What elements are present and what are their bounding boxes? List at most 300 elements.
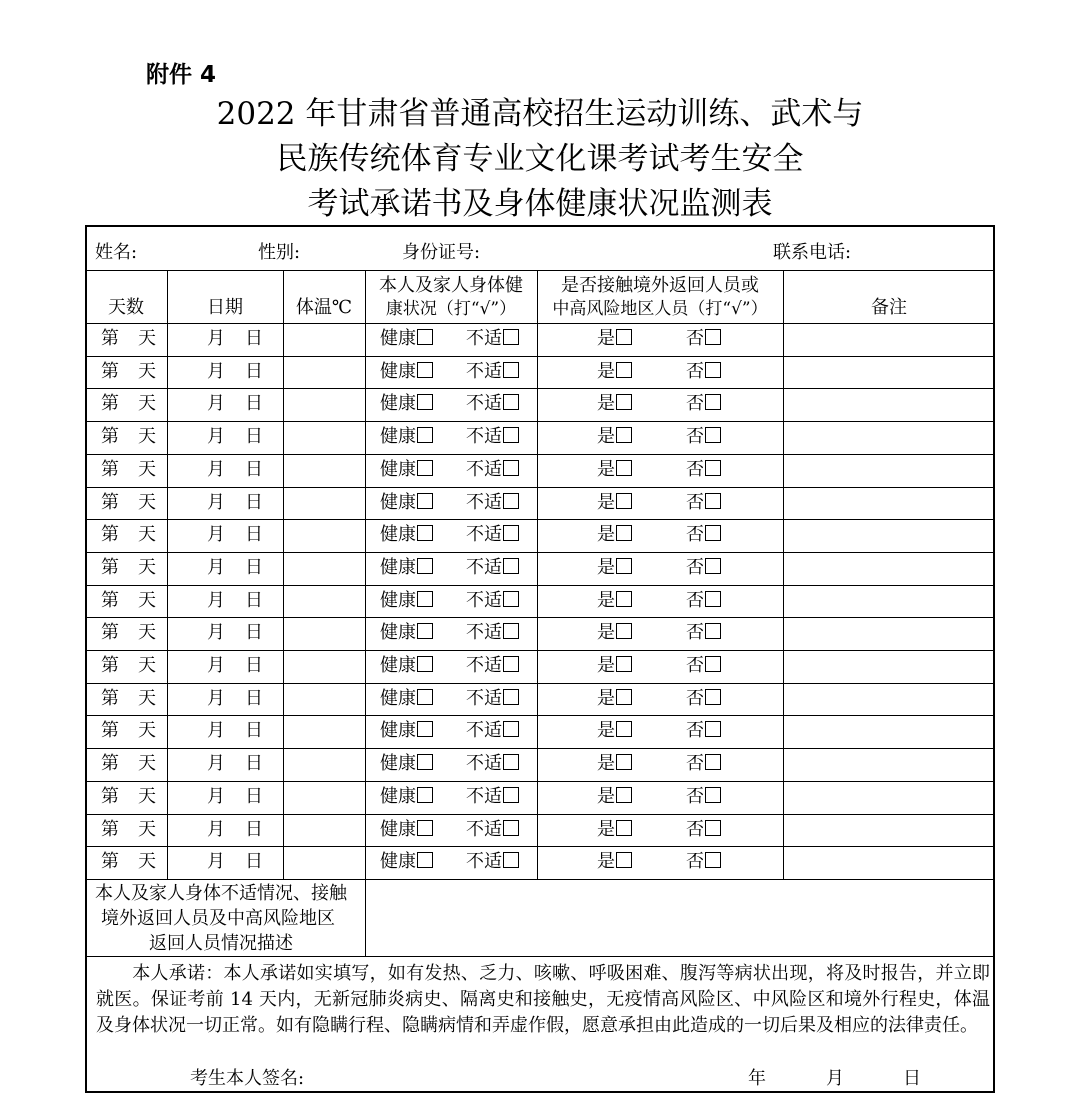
healthy-option[interactable] <box>380 852 433 872</box>
temperature-input[interactable] <box>284 815 364 845</box>
remark-input[interactable] <box>784 716 994 746</box>
table-row <box>85 683 995 716</box>
checkbox[interactable] <box>417 721 433 737</box>
day-label-text: 日 <box>245 393 263 415</box>
temperature-input[interactable] <box>284 782 364 812</box>
checkbox[interactable] <box>616 656 632 672</box>
no-option[interactable] <box>686 656 721 676</box>
checkbox[interactable] <box>417 852 433 868</box>
day-suffix-label <box>138 329 156 349</box>
healthy-option[interactable] <box>380 427 433 447</box>
no-option[interactable] <box>686 493 721 513</box>
checkbox[interactable] <box>705 820 721 836</box>
healthy-option[interactable] <box>380 754 433 774</box>
checkbox[interactable] <box>417 362 433 378</box>
day-label <box>245 656 263 676</box>
day-label <box>245 820 263 840</box>
day-suffix-label-text: 天 <box>138 328 156 349</box>
checkbox[interactable] <box>417 820 433 836</box>
yes-option[interactable] <box>597 493 632 513</box>
checkbox[interactable] <box>705 525 721 541</box>
temperature-input[interactable] <box>284 357 364 387</box>
title-line-1: 2022 年甘肃省普通高校招生运动训练、武术与 <box>216 96 864 132</box>
table-row <box>85 715 995 748</box>
healthy-option[interactable] <box>380 656 433 676</box>
temperature-input[interactable] <box>284 553 364 583</box>
yes-option[interactable] <box>597 820 632 840</box>
day-suffix-label <box>138 623 156 643</box>
checkbox[interactable] <box>503 852 519 868</box>
no-option[interactable] <box>686 787 721 807</box>
healthy-option[interactable] <box>380 721 433 741</box>
checkbox[interactable] <box>503 394 519 410</box>
day-prefix-label <box>101 721 119 741</box>
phone-field-label: 联系电话: <box>773 242 852 263</box>
month-label-text: 月 <box>207 655 225 677</box>
checkbox[interactable] <box>616 329 632 345</box>
day-prefix-label-text: 第 <box>101 818 119 840</box>
day-label-text: 日 <box>245 426 263 448</box>
day-prefix-label-text: 第 <box>101 556 119 578</box>
temperature-input[interactable] <box>284 455 364 485</box>
remark-input[interactable] <box>784 847 994 877</box>
month-label <box>207 852 225 872</box>
day-label <box>245 493 263 513</box>
yes-option[interactable] <box>597 721 632 741</box>
yes-option[interactable] <box>597 689 632 709</box>
checkbox[interactable] <box>705 689 721 705</box>
healthy-option[interactable] <box>380 460 433 480</box>
unwell-option-text: 不适 <box>466 851 502 873</box>
healthy-option[interactable] <box>380 329 433 349</box>
no-option-text: 否 <box>686 556 704 578</box>
yes-option[interactable] <box>597 787 632 807</box>
signature-label: 考生本人签名: <box>190 1068 305 1089</box>
healthy-option-text: 健康 <box>380 491 416 513</box>
no-option-text: 否 <box>686 785 704 807</box>
yes-option[interactable] <box>597 656 632 676</box>
yes-option-text: 是 <box>597 458 615 480</box>
checkbox[interactable] <box>705 852 721 868</box>
yes-option-text: 是 <box>597 851 615 873</box>
healthy-option-text: 健康 <box>380 851 416 873</box>
month-label-text: 月 <box>207 393 225 415</box>
checkbox[interactable] <box>503 787 519 803</box>
checkbox[interactable] <box>616 852 632 868</box>
healthy-option[interactable] <box>380 820 433 840</box>
id-number-field-label: 身份证号: <box>402 242 481 263</box>
remark-input[interactable] <box>784 782 994 812</box>
checkbox[interactable] <box>705 394 721 410</box>
day-prefix-label-text: 第 <box>101 851 119 873</box>
remark-input[interactable] <box>784 815 994 845</box>
checkbox[interactable] <box>616 623 632 639</box>
temperature-input[interactable] <box>284 749 364 779</box>
healthy-option-text: 健康 <box>380 720 416 742</box>
day-label <box>245 787 263 807</box>
checkbox[interactable] <box>705 558 721 574</box>
day-label <box>245 558 263 578</box>
no-option[interactable] <box>686 329 721 349</box>
unwell-option-text: 不适 <box>466 818 502 840</box>
yes-option[interactable] <box>597 558 632 578</box>
temperature-input[interactable] <box>284 716 364 746</box>
unwell-option-text: 不适 <box>466 622 502 644</box>
yes-option[interactable] <box>597 329 632 349</box>
day-prefix-label <box>101 591 119 611</box>
day-label-text: 日 <box>245 622 263 644</box>
checkbox[interactable] <box>705 427 721 443</box>
no-option-text: 否 <box>686 720 704 742</box>
remark-input[interactable] <box>784 651 994 681</box>
day-prefix-label-text: 第 <box>101 753 119 775</box>
checkbox[interactable] <box>503 591 519 607</box>
day-label-text: 日 <box>245 687 263 709</box>
checkbox[interactable] <box>705 721 721 737</box>
checkbox[interactable] <box>616 689 632 705</box>
day-suffix-label <box>138 820 156 840</box>
month-label <box>207 787 225 807</box>
checkbox[interactable] <box>616 427 632 443</box>
unwell-option[interactable] <box>466 558 519 578</box>
no-option-text: 否 <box>686 655 704 677</box>
yes-option-text: 是 <box>597 818 615 840</box>
no-option[interactable] <box>686 558 721 578</box>
no-option-text: 否 <box>686 622 704 644</box>
day-prefix-label <box>101 656 119 676</box>
unwell-option[interactable] <box>466 623 519 643</box>
no-option-text: 否 <box>686 687 704 709</box>
healthy-option-text: 健康 <box>380 589 416 611</box>
checkbox[interactable] <box>417 787 433 803</box>
unwell-option[interactable] <box>466 460 519 480</box>
day-suffix-label <box>138 721 156 741</box>
temperature-input[interactable] <box>284 847 364 877</box>
unwell-option-text: 不适 <box>466 655 502 677</box>
header-remark: 备注 <box>871 297 907 318</box>
temperature-input[interactable] <box>284 586 364 616</box>
checkbox[interactable] <box>417 460 433 476</box>
day-suffix-label-text: 天 <box>138 556 156 578</box>
day-label <box>245 525 263 545</box>
describe-input-area[interactable] <box>366 881 993 955</box>
checkbox[interactable] <box>705 329 721 345</box>
temperature-input[interactable] <box>284 389 364 419</box>
day-suffix-label-text: 天 <box>138 687 156 709</box>
checkbox[interactable] <box>417 394 433 410</box>
unwell-option[interactable] <box>466 427 519 447</box>
checkbox[interactable] <box>503 329 519 345</box>
remark-input[interactable] <box>784 455 994 485</box>
describe-label-line-1: 本人及家人身体不适情况、接触 <box>95 883 347 904</box>
day-label-text: 日 <box>245 328 263 349</box>
day-label <box>245 689 263 709</box>
yes-option[interactable] <box>597 852 632 872</box>
healthy-option-text: 健康 <box>380 818 416 840</box>
day-prefix-label <box>101 427 119 447</box>
healthy-option-text: 健康 <box>380 622 416 644</box>
unwell-option-text: 不适 <box>466 524 502 546</box>
remark-input[interactable] <box>784 422 994 452</box>
month-label-text: 月 <box>207 328 225 349</box>
gender-field-label: 性别: <box>258 242 301 263</box>
yes-option-text: 是 <box>597 328 615 349</box>
day-prefix-label-text: 第 <box>101 785 119 807</box>
month-label <box>207 721 225 741</box>
temperature-input[interactable] <box>284 520 364 550</box>
month-label-text: 月 <box>207 753 225 775</box>
describe-label-line-2: 境外返回人员及中高风险地区 <box>101 908 335 929</box>
healthy-option[interactable] <box>380 623 433 643</box>
day-label <box>245 362 263 382</box>
month-label <box>207 427 225 447</box>
month-label <box>207 329 225 349</box>
checkbox[interactable] <box>616 820 632 836</box>
unwell-option[interactable] <box>466 394 519 414</box>
checkbox[interactable] <box>417 754 433 770</box>
temperature-input[interactable] <box>284 618 364 648</box>
unwell-option[interactable] <box>466 852 519 872</box>
checkbox[interactable] <box>503 623 519 639</box>
remark-input[interactable] <box>784 553 994 583</box>
month-label <box>207 525 225 545</box>
no-option[interactable] <box>686 394 721 414</box>
day-label-text: 日 <box>245 556 263 578</box>
checkbox[interactable] <box>503 362 519 378</box>
remark-input[interactable] <box>784 586 994 616</box>
checkbox[interactable] <box>417 623 433 639</box>
day-suffix-label <box>138 558 156 578</box>
day-prefix-label-text: 第 <box>101 491 119 513</box>
yes-option-text: 是 <box>597 589 615 611</box>
checkbox[interactable] <box>503 820 519 836</box>
month-label <box>207 689 225 709</box>
unwell-option[interactable] <box>466 689 519 709</box>
unwell-option[interactable] <box>466 329 519 349</box>
unwell-option-text: 不适 <box>466 491 502 513</box>
yes-option-text: 是 <box>597 491 615 513</box>
healthy-option[interactable] <box>380 689 433 709</box>
day-prefix-label <box>101 394 119 414</box>
checkbox[interactable] <box>705 656 721 672</box>
no-option[interactable] <box>686 591 721 611</box>
unwell-option[interactable] <box>466 820 519 840</box>
day-suffix-label <box>138 852 156 872</box>
checkbox[interactable] <box>616 558 632 574</box>
month-label-text: 月 <box>207 818 225 840</box>
checkbox[interactable] <box>616 493 632 509</box>
checkbox[interactable] <box>417 689 433 705</box>
month-label <box>207 362 225 382</box>
checkbox[interactable] <box>503 558 519 574</box>
no-option[interactable] <box>686 362 721 382</box>
temperature-input[interactable] <box>284 684 364 714</box>
remark-input[interactable] <box>784 684 994 714</box>
healthy-option-text: 健康 <box>380 393 416 415</box>
checkbox[interactable] <box>705 493 721 509</box>
day-prefix-label <box>101 754 119 774</box>
no-option-text: 否 <box>686 328 704 349</box>
unwell-option[interactable] <box>466 493 519 513</box>
healthy-option[interactable] <box>380 591 433 611</box>
checkbox[interactable] <box>705 623 721 639</box>
day-prefix-label <box>101 525 119 545</box>
no-option[interactable] <box>686 721 721 741</box>
day-suffix-label-text: 天 <box>138 589 156 611</box>
title-line-3: 考试承诺书及身体健康状况监测表 <box>307 186 773 222</box>
day-prefix-label <box>101 362 119 382</box>
checkbox[interactable] <box>417 493 433 509</box>
day-label-text: 日 <box>245 785 263 807</box>
day-suffix-label-text: 天 <box>138 491 156 513</box>
checkbox[interactable] <box>503 656 519 672</box>
healthy-option[interactable] <box>380 558 433 578</box>
healthy-option-text: 健康 <box>380 785 416 807</box>
checkbox[interactable] <box>616 460 632 476</box>
checkbox[interactable] <box>705 591 721 607</box>
no-option[interactable] <box>686 852 721 872</box>
no-option[interactable] <box>686 460 721 480</box>
no-option[interactable] <box>686 525 721 545</box>
yes-option[interactable] <box>597 623 632 643</box>
month-label-text: 月 <box>207 589 225 611</box>
signature-input[interactable] <box>320 1066 700 1090</box>
remark-input[interactable] <box>784 520 994 550</box>
day-suffix-label-text: 天 <box>138 753 156 775</box>
unwell-option[interactable] <box>466 721 519 741</box>
yes-option[interactable] <box>597 427 632 447</box>
healthy-option[interactable] <box>380 493 433 513</box>
remark-input[interactable] <box>784 357 994 387</box>
yes-option[interactable] <box>597 525 632 545</box>
month-label-text: 月 <box>207 556 225 578</box>
table-row <box>85 388 995 421</box>
healthy-option[interactable] <box>380 394 433 414</box>
day-suffix-label <box>138 591 156 611</box>
checkbox[interactable] <box>417 656 433 672</box>
healthy-option[interactable] <box>380 525 433 545</box>
day-suffix-label <box>138 493 156 513</box>
checkbox[interactable] <box>417 427 433 443</box>
day-label <box>245 754 263 774</box>
remark-input[interactable] <box>784 488 994 518</box>
describe-label-line-3: 返回人员情况描述 <box>149 933 293 954</box>
unwell-option[interactable] <box>466 525 519 545</box>
checkbox[interactable] <box>616 362 632 378</box>
no-option[interactable] <box>686 623 721 643</box>
day-label <box>245 460 263 480</box>
no-option[interactable] <box>686 754 721 774</box>
no-option-text: 否 <box>686 589 704 611</box>
yes-option[interactable] <box>597 460 632 480</box>
checkbox[interactable] <box>417 591 433 607</box>
day-suffix-label-text: 天 <box>138 655 156 677</box>
unwell-option-text: 不适 <box>466 687 502 709</box>
checkbox[interactable] <box>705 362 721 378</box>
checkbox[interactable] <box>616 394 632 410</box>
remark-input[interactable] <box>784 749 994 779</box>
no-option-text: 否 <box>686 426 704 448</box>
day-prefix-label-text: 第 <box>101 360 119 382</box>
checkbox[interactable] <box>616 754 632 770</box>
sign-month-label: 月 <box>826 1068 844 1089</box>
checkbox[interactable] <box>503 721 519 737</box>
unwell-option[interactable] <box>466 656 519 676</box>
table-row <box>85 323 995 356</box>
checkbox[interactable] <box>417 558 433 574</box>
month-label-text: 月 <box>207 426 225 448</box>
remark-input[interactable] <box>784 324 994 354</box>
no-option-text: 否 <box>686 753 704 775</box>
checkbox[interactable] <box>616 591 632 607</box>
healthy-option[interactable] <box>380 787 433 807</box>
checkbox[interactable] <box>503 525 519 541</box>
day-prefix-label-text: 第 <box>101 328 119 349</box>
info-divider <box>85 270 995 271</box>
table-row <box>85 454 995 487</box>
yes-option[interactable] <box>597 394 632 414</box>
temperature-input[interactable] <box>284 651 364 681</box>
yes-option[interactable] <box>597 754 632 774</box>
table-row <box>85 814 995 847</box>
header-days: 天数 <box>108 297 144 318</box>
checkbox[interactable] <box>616 525 632 541</box>
day-label-text: 日 <box>245 589 263 611</box>
no-option[interactable] <box>686 820 721 840</box>
unwell-option[interactable] <box>466 787 519 807</box>
temperature-input[interactable] <box>284 422 364 452</box>
remark-input[interactable] <box>784 389 994 419</box>
checkbox[interactable] <box>417 525 433 541</box>
yes-option-text: 是 <box>597 393 615 415</box>
unwell-option[interactable] <box>466 754 519 774</box>
no-option[interactable] <box>686 427 721 447</box>
checkbox[interactable] <box>616 787 632 803</box>
checkbox[interactable] <box>503 460 519 476</box>
unwell-option-text: 不适 <box>466 328 502 349</box>
header-date: 日期 <box>207 297 243 318</box>
day-label <box>245 329 263 349</box>
checkbox[interactable] <box>503 427 519 443</box>
yes-option-text: 是 <box>597 426 615 448</box>
unwell-option[interactable] <box>466 591 519 611</box>
checkbox[interactable] <box>616 721 632 737</box>
day-suffix-label-text: 天 <box>138 524 156 546</box>
checkbox[interactable] <box>417 329 433 345</box>
temperature-input[interactable] <box>284 488 364 518</box>
yes-option[interactable] <box>597 591 632 611</box>
day-suffix-label <box>138 754 156 774</box>
checkbox[interactable] <box>705 787 721 803</box>
checkbox[interactable] <box>503 493 519 509</box>
day-suffix-label <box>138 362 156 382</box>
yes-option[interactable] <box>597 362 632 382</box>
temperature-input[interactable] <box>284 324 364 354</box>
checkbox[interactable] <box>705 460 721 476</box>
day-prefix-label-text: 第 <box>101 720 119 742</box>
yes-option-text: 是 <box>597 622 615 644</box>
day-suffix-label-text: 天 <box>138 622 156 644</box>
day-suffix-label-text: 天 <box>138 426 156 448</box>
checkbox[interactable] <box>503 689 519 705</box>
no-option[interactable] <box>686 689 721 709</box>
remark-input[interactable] <box>784 618 994 648</box>
checkbox[interactable] <box>705 754 721 770</box>
unwell-option[interactable] <box>466 362 519 382</box>
month-label <box>207 754 225 774</box>
checkbox[interactable] <box>503 754 519 770</box>
healthy-option[interactable] <box>380 362 433 382</box>
